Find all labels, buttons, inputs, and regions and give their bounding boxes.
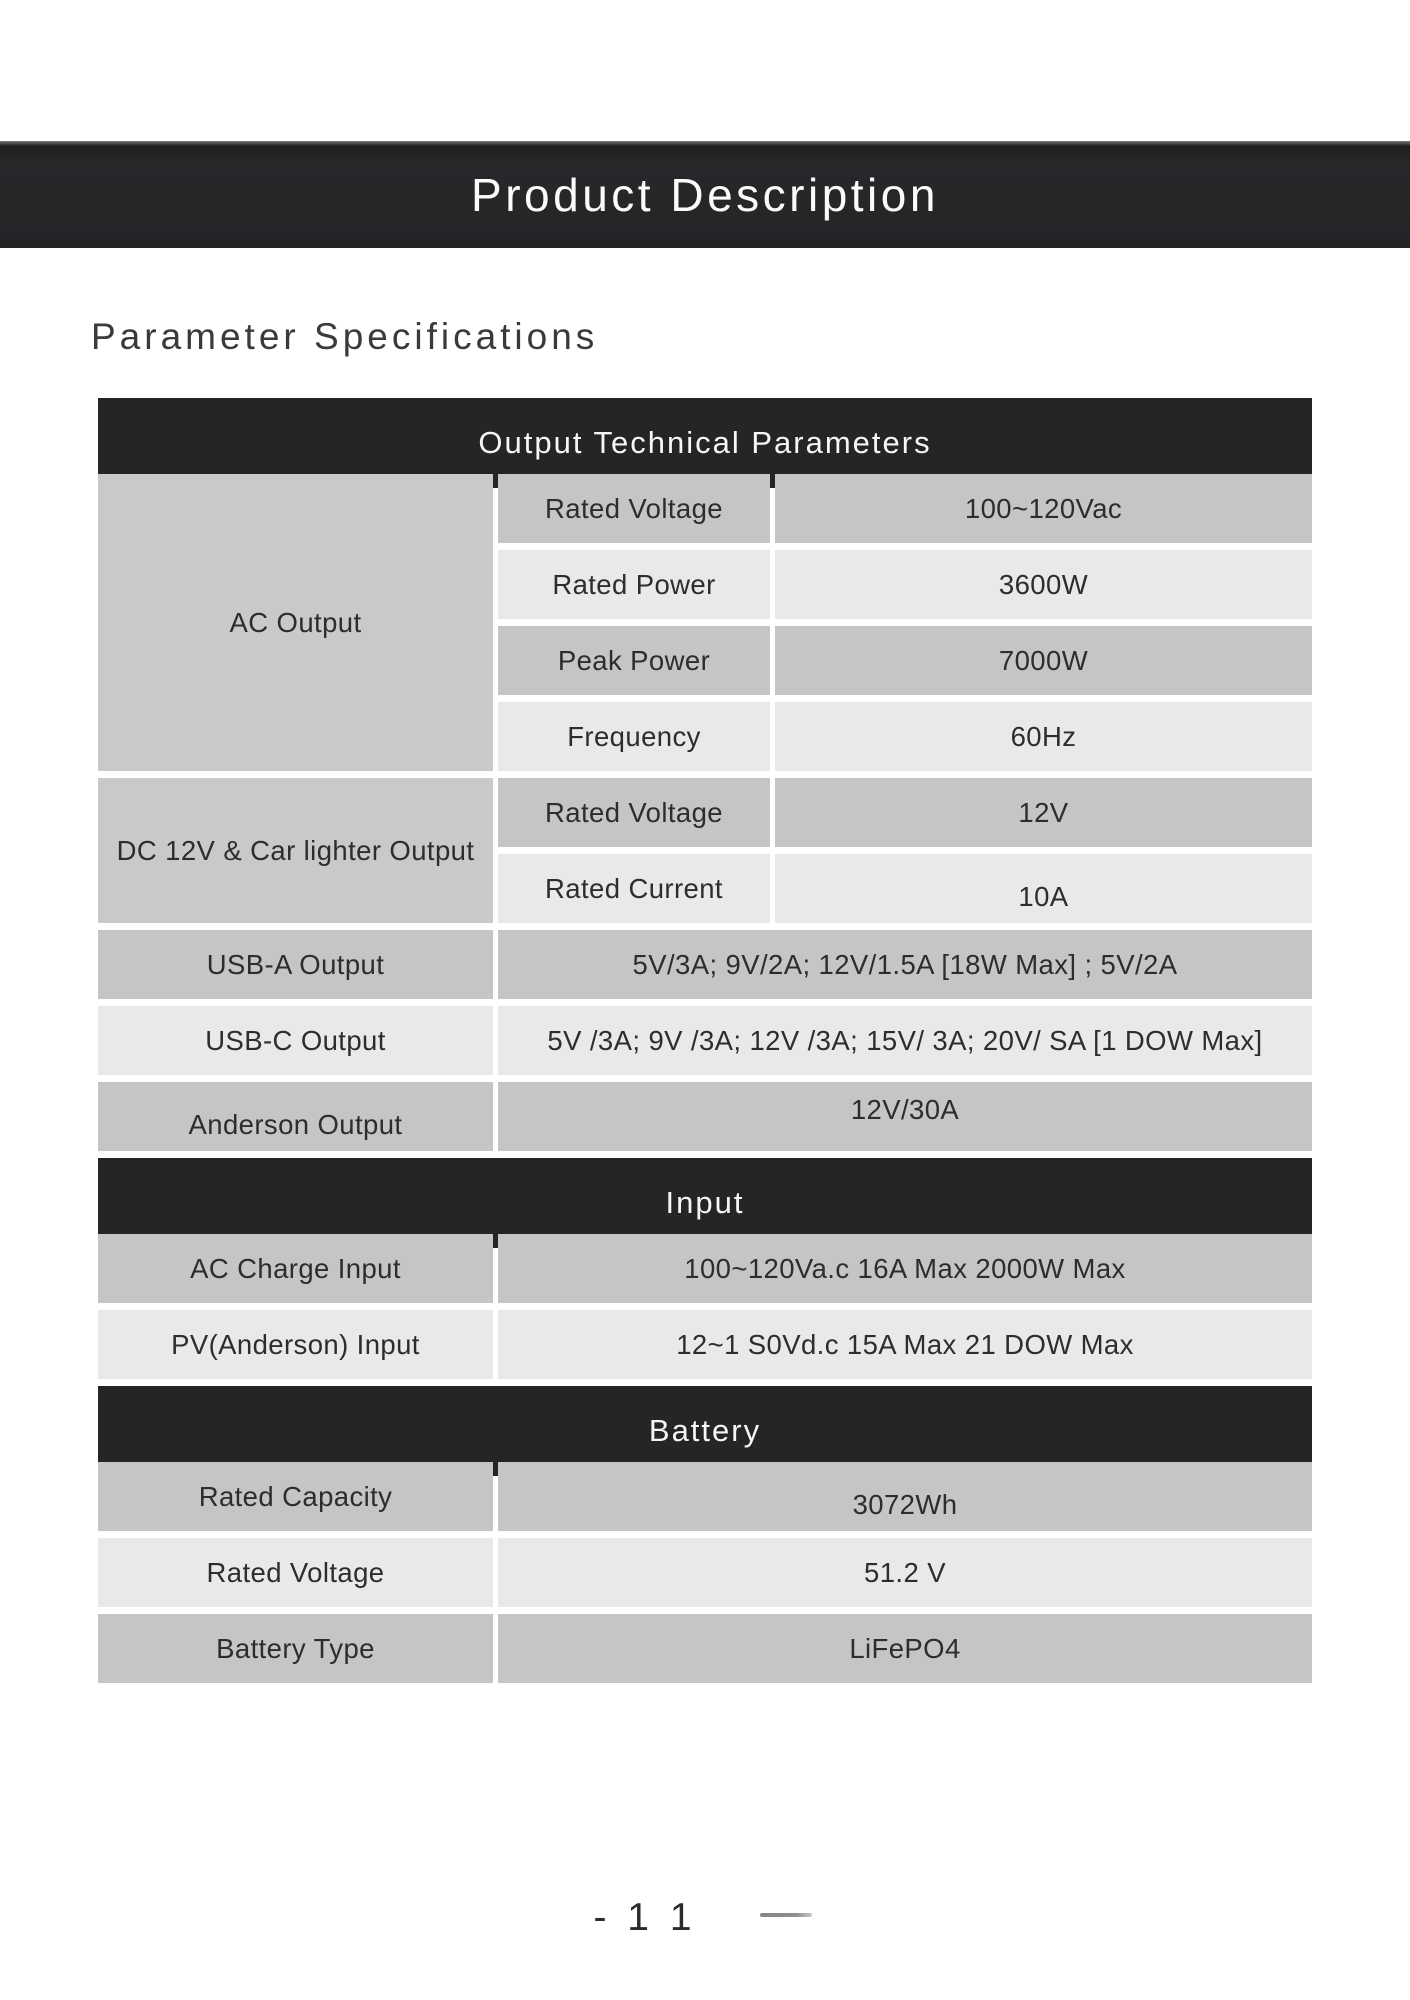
value-cell: 100~120Va.c 16A Max 2000W Max: [498, 1234, 1312, 1303]
value-cell: 7000W: [775, 626, 1312, 695]
table-section-header-battery: Battery: [98, 1386, 1312, 1476]
param-cell: Rated Voltage: [498, 778, 770, 847]
spec-table: [98, 398, 1312, 1683]
param-cell: Peak Power: [498, 626, 770, 695]
row-label-battery-type: Battery Type: [98, 1614, 493, 1683]
value-cell: 5V/3A; 9V/2A; 12V/1.5A [18W Max] ; 5V/2A: [498, 930, 1312, 999]
row-label-rated-voltage: Rated Voltage: [98, 1538, 493, 1607]
param-cell: Rated Voltage: [498, 474, 770, 543]
row-label-ac-charge-input: AC Charge Input: [98, 1234, 493, 1303]
param-cell: Rated Current: [498, 854, 770, 923]
section-heading: Parameter Specifications: [91, 316, 599, 357]
table-section-header-output: Output Technical Parameters: [98, 398, 1312, 488]
page-header-bar: [0, 141, 1410, 248]
table-section-header-input: Input: [98, 1158, 1312, 1248]
value-cell: 12V/30A: [498, 1082, 1312, 1151]
row-label-usb-a: USB-A Output: [98, 930, 493, 999]
value-cell: 51.2 V: [498, 1538, 1312, 1607]
row-label-anderson: Anderson Output: [98, 1082, 493, 1151]
row-label-rated-capacity: Rated Capacity: [98, 1462, 493, 1531]
value-cell: 12V: [775, 778, 1312, 847]
value-cell: 5V /3A; 9V /3A; 12V /3A; 15V/ 3A; 20V/ SA [1 DOW Max]: [498, 1006, 1312, 1075]
param-cell: Rated Power: [498, 550, 770, 619]
group-label-ac-output: AC Output: [98, 474, 493, 771]
row-label-usb-c: USB-C Output: [98, 1006, 493, 1075]
group-label-dc-output: DC 12V & Car lighter Output: [98, 778, 493, 923]
footer-dash: [760, 1913, 812, 1917]
param-cell: Frequency: [498, 702, 770, 771]
value-cell: LiFePO4: [498, 1614, 1312, 1683]
value-cell: 3072Wh: [498, 1462, 1312, 1531]
page-title: Product Description: [471, 168, 939, 221]
value-cell: 12~1 S0Vd.c 15A Max 21 DOW Max: [498, 1310, 1312, 1379]
row-label-pv-input: PV(Anderson) Input: [98, 1310, 493, 1379]
value-cell: 3600W: [775, 550, 1312, 619]
value-cell: 10A: [775, 854, 1312, 923]
page-number: - 1 1: [593, 1896, 697, 1939]
value-cell: 60Hz: [775, 702, 1312, 771]
value-cell: 100~120Vac: [775, 474, 1312, 543]
